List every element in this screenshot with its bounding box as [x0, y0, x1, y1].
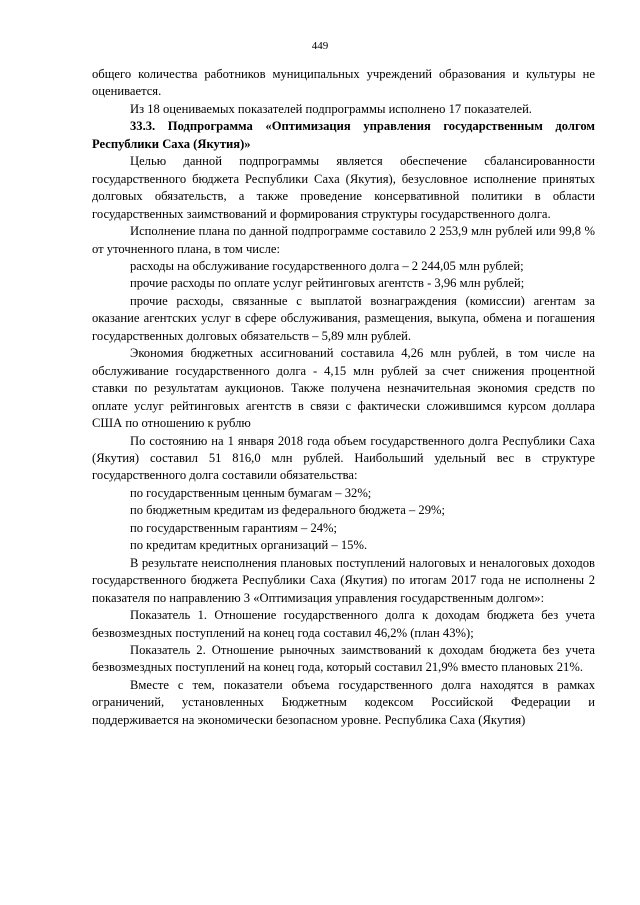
page-number: 449 [311, 40, 329, 52]
paragraph-debt-volume: По состоянию на 1 января 2018 года объем государственного долга Республики Саха (Якутия) составил 51 816,0 млн рублей. Наибольший удельный вес в структуре государственного долга составили обязательства: [92, 433, 595, 483]
list-item-bank-credits: по кредитам кредитных организаций – 15%. [130, 538, 368, 553]
paragraph-plan-execution: Исполнение плана по данной подпрограмме составило 2 253,9 млн рублей или 99,8 % от уточненного плана, в том числе: [92, 224, 595, 256]
document-body [92, 66, 595, 729]
paragraph-agent-fees: прочие расходы, связанные с выплатой вознаграждения (комиссии) агентам за оказание агентских услуг в сфере обслуживания, размещения, выкупа, обмена и погашения государственных долговых обязательств – 5,89 млн рублей. [92, 293, 595, 343]
paragraph-indicator-1: Показатель 1. Отношение государственного долга к доходам бюджета без учета безвозмездных поступлений на конец года составил 46,2% (план 43%); [92, 608, 595, 640]
paragraph-indicator-2: Показатель 2. Отношение рыночных заимствований к доходам бюджета без учета безвозмездных поступлений на конец года, который составил 21,9% вместо плановых 21%. [92, 642, 595, 675]
paragraph-conclusion: Вместе с тем, показатели объема государственного долга находятся в рамках ограничений, установленных Бюджетным кодексом Российской Федерации и поддерживается на экономически безопасном уровне. Республика Саха (Якутия) [92, 677, 595, 727]
paragraph-unfulfilled: В результате неисполнения плановых поступлений налоговых и неналоговых доходов государственного бюджета Республики Саха (Якутия) по итогам 2017 года не исполнены 2 показателя по направлению 3 «Оптимизация управления государственным долгом»: [92, 555, 595, 605]
list-item-federal-credits: по бюджетным кредитам из федерального бюджета – 29%; [130, 503, 446, 518]
paragraph-continuation: общего количества работников муниципальных учреждений образования и культуры не оценивается. [92, 67, 595, 99]
section-heading: 33.3. Подпрограмма «Оптимизация управления государственным долгом Республики Саха (Якутия)» [92, 119, 595, 151]
paragraph-indicators-summary: Из 18 оцениваемых показателей подпрограммы исполнено 17 показателей. [130, 101, 532, 116]
list-item-guarantees: по государственным гарантиям – 24%; [130, 520, 338, 535]
list-item-rating-agencies: прочие расходы по оплате услуг рейтинговых агентств - 3,96 млн рублей; [130, 276, 525, 291]
list-item-debt-service: расходы на обслуживание государственного долга – 2 244,05 млн рублей; [130, 258, 524, 273]
list-item-securities: по государственным ценным бумагам – 32%; [130, 485, 372, 500]
paragraph-savings: Экономия бюджетных ассигнований составила 4,26 млн рублей, в том числе на обслуживание государственного долга - 4,15 млн рублей за счет снижения процентной ставки по результатам аукционов. Также получена незначительная экономия средств по оплате услуг рейтинговых агентств в связи с фактически сложившимся курсом доллара США по отношению к рублю [92, 346, 595, 431]
paragraph-goal: Целью данной подпрограммы является обеспечение сбалансированности государственного бюджета Республики Саха (Якутия), безусловное исполнение принятых долговых обязательств, а также проведение консервативной политики в области государственных заимствований и формирования структуры государственного долга. [92, 154, 595, 221]
